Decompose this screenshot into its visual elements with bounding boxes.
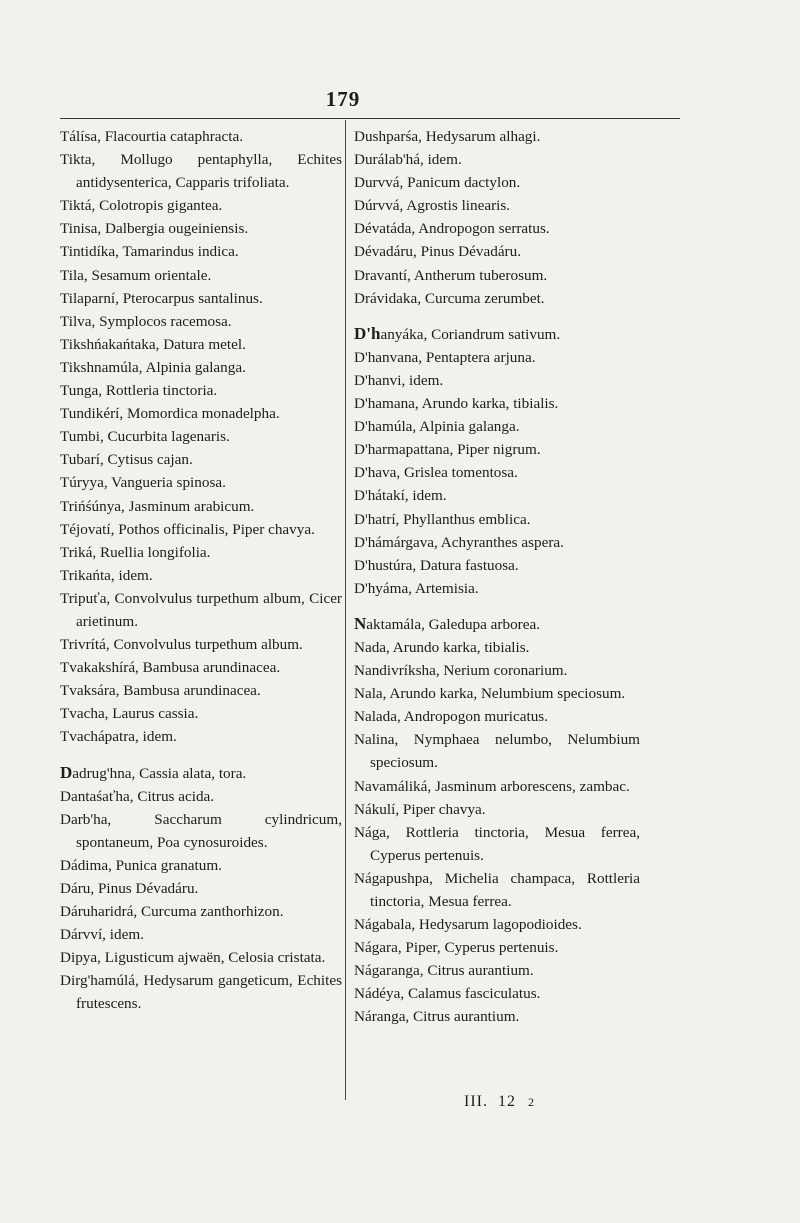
entry-text: D'hátakí, idem. [354, 487, 447, 505]
glossary-entry [60, 356, 342, 379]
entry-text: adrug'hna, Cassia alata, tora. [72, 764, 247, 782]
glossary-entry [60, 495, 342, 518]
glossary-entry [60, 679, 342, 702]
entry-text: Dévatáda, Andropogon serratus. [354, 220, 550, 238]
entry-text: Drávidaka, Curcuma zerumbet. [354, 289, 545, 307]
glossary-entry [354, 821, 640, 867]
glossary-entry [60, 379, 342, 402]
glossary-entry [354, 171, 640, 194]
entry-text: Túryya, Vangueria spinosa. [60, 474, 226, 492]
glossary-entry [354, 959, 640, 982]
entry-text: Tintidíka, Tamarindus indica. [60, 243, 239, 261]
signature-mark [464, 1093, 535, 1111]
glossary-entry [60, 946, 342, 969]
entry-text: D'hanvi, idem. [354, 371, 444, 389]
entry-text: Tilva, Symplocos racemosa. [60, 312, 232, 330]
entry-text: Dantaśaťha, Citrus acida. [60, 787, 215, 805]
glossary-entry [60, 725, 342, 748]
entry-text: Tinisa, Dalbergia ougeiniensis. [60, 220, 249, 238]
glossary-entry [60, 541, 342, 564]
entry-text: Tikshńakańtaka, Datura metel. [60, 335, 246, 353]
entry-text: Triká, Ruellia longifolia. [60, 543, 211, 561]
entry-text: Dáru, Pinus Dévadáru. [60, 880, 199, 897]
entry-text: Dárvví, idem. [60, 926, 144, 944]
entry-text: D'hustúra, Datura fastuosa. [354, 556, 519, 574]
glossary-entry [354, 125, 640, 148]
entry-text: D'hava, Grislea tomentosa. [354, 464, 518, 482]
entry-text: D'harmapattana, Piper nigrum. [354, 441, 541, 459]
glossary-entry [354, 264, 640, 287]
section-gap [354, 600, 640, 612]
entry-text: anyáka, Coriandrum sativum. [380, 325, 561, 343]
glossary-entry [354, 775, 640, 798]
entry-text: Dúrvvá, Agrostis linearis. [354, 197, 511, 215]
glossary-entry [60, 125, 342, 148]
entry-text: Téjovatí, Pothos officinalis, Piper chavya. [60, 520, 315, 538]
header-rule [60, 118, 680, 119]
glossary-entry [60, 287, 342, 310]
glossary-entry [60, 518, 342, 541]
entry-text: Tvaksára, Bambusa arundinacea. [60, 682, 261, 700]
entry-text: Dádima, Punica granatum. [60, 856, 222, 874]
entry-text: Navamáliká, Jasminum arborescens, zambac. [354, 777, 630, 795]
glossary-entry [60, 969, 342, 1015]
glossary-entry [60, 448, 342, 471]
entry-text: Trivrítá, Convolvulus turpethum album. [60, 636, 303, 654]
entry-text: Nákulí, Piper chavya. [354, 800, 486, 818]
glossary-entry [354, 531, 640, 554]
entry-text: D'hatrí, Phyllanthus emblica. [354, 510, 531, 528]
glossary-entry [60, 633, 342, 656]
signature-number: 12 [497, 1093, 516, 1110]
section-initial: D [60, 762, 73, 782]
glossary-entry [354, 728, 640, 774]
glossary-entry [60, 264, 342, 287]
glossary-entry [60, 402, 342, 425]
entry-text: Dushparśa, Hedysarum alhagi. [354, 128, 541, 145]
entry-text: Dipya, Ligusticum ajwaën, Celosia cristata. [60, 949, 326, 967]
entry-text: Tvakakshírá, Bambusa arundinacea. [60, 659, 281, 677]
entry-text: Nalina, Nymphaea nelumbo, Nelumbium speciosum. [354, 731, 640, 772]
entry-text: Tvachápatra, idem. [60, 728, 177, 746]
glossary-entry [354, 867, 640, 913]
entry-text: D'hamana, Arundo karka, tibialis. [354, 395, 559, 413]
glossary-entry [354, 438, 640, 461]
glossary-entry [60, 194, 342, 217]
entry-text: Tvacha, Laurus cassia. [60, 705, 199, 723]
glossary-entry [60, 425, 342, 448]
glossary-entry [60, 761, 342, 785]
glossary-entry [60, 240, 342, 263]
glossary-entry [354, 484, 640, 507]
entry-text: Nalada, Andropogon muricatus. [354, 708, 549, 726]
entry-text: Nágara, Piper, Cyperus pertenuis. [354, 939, 559, 957]
section-gap [60, 749, 342, 761]
glossary-entry [60, 310, 342, 333]
glossary-entry [60, 564, 342, 587]
glossary-entry [60, 923, 342, 946]
glossary-entry [354, 369, 640, 392]
glossary-entry [60, 471, 342, 494]
entry-text: Náranga, Citrus aurantium. [354, 1008, 520, 1026]
glossary-entry [60, 656, 342, 679]
entry-text: Nada, Arundo karka, tibialis. [354, 638, 530, 656]
glossary-entry [60, 854, 342, 877]
entry-text: Nágaranga, Citrus aurantium. [354, 962, 534, 980]
glossary-entry [354, 346, 640, 369]
glossary-entry [354, 936, 640, 959]
entry-text: Durvvá, Panicum dactylon. [354, 174, 521, 192]
glossary-entry [60, 333, 342, 356]
entry-text: Tila, Sesamum orientale. [60, 266, 212, 284]
glossary-entry [354, 1005, 640, 1028]
glossary-entry [60, 785, 342, 808]
entry-text: Tálísa, Flacourtia cataphracta. [60, 128, 243, 145]
entry-text: Tunga, Rottleria tinctoria. [60, 382, 218, 400]
entry-text: Nágapushpa, Michelia champaca, Rottleria tinctoria, Mesua ferrea. [354, 869, 640, 910]
entry-text: Darb'ha, Saccharum cylindricum, spontaneum, Poa cynosuroides. [60, 810, 342, 851]
glossary-entry [354, 194, 640, 217]
glossary-entry [354, 705, 640, 728]
page-number: 179 [325, 87, 361, 111]
entry-text: Tripuťa, Convolvulus turpethum album, Cicer arietinum. [60, 589, 342, 630]
entry-text: Tikshnamúla, Alpinia galanga. [60, 358, 246, 376]
glossary-entry [354, 508, 640, 531]
glossary-entry [60, 702, 342, 725]
glossary-entry [354, 798, 640, 821]
entry-text: Trikańta, idem. [60, 566, 153, 584]
entry-text: Dévadáru, Pinus Dévadáru. [354, 243, 522, 261]
glossary-entry [354, 461, 640, 484]
right-column [354, 125, 640, 1029]
entry-text: Tundikérí, Momordica monadelpha. [60, 405, 280, 423]
section-gap [354, 310, 640, 322]
glossary-entry [354, 554, 640, 577]
left-column [60, 125, 342, 1016]
glossary-entry [60, 808, 342, 854]
entry-text: D'hámárgava, Achyranthes aspera. [354, 533, 564, 551]
entry-text: aktamála, Galedupa arborea. [366, 615, 540, 633]
glossary-entry [354, 636, 640, 659]
glossary-entry [354, 392, 640, 415]
entry-text: Dáruharidrá, Curcuma zanthorhizon. [60, 903, 284, 921]
entry-text: Tubarí, Cytisus cajan. [60, 451, 193, 469]
entry-text: Dirg'hamúlá, Hedysarum gangeticum, Echites frutescens. [60, 972, 342, 1013]
glossary-entry [60, 900, 342, 923]
glossary-entry [354, 612, 640, 636]
entry-text: Nandivríksha, Nerium coronarium. [354, 662, 568, 680]
section-initial: N [354, 613, 367, 633]
glossary-entry [354, 659, 640, 682]
entry-text: Tiktá, Colotropis gigantea. [60, 197, 223, 215]
entry-text: Nágabala, Hedysarum lagopodioides. [354, 916, 582, 934]
entry-text: Nádéya, Calamus fasciculatus. [354, 985, 541, 1003]
entry-text: D'hanvana, Pentaptera arjuna. [354, 348, 536, 366]
section-initial: D'h [354, 323, 381, 343]
glossary-entry [354, 148, 640, 171]
glossary-entry [354, 322, 640, 346]
glossary-entry [354, 217, 640, 240]
glossary-entry [354, 982, 640, 1005]
glossary-entry [354, 415, 640, 438]
entry-text: Tumbi, Cucurbita lagenaris. [60, 428, 230, 446]
column-divider [345, 120, 346, 1100]
entry-text: Nága, Rottleria tinctoria, Mesua ferrea, Cyperus pertenuis. [354, 823, 640, 864]
entry-text: Dravantí, Antherum tuberosum. [354, 266, 548, 284]
glossary-entry [60, 217, 342, 240]
glossary-entry [60, 148, 342, 194]
glossary-entry [354, 682, 640, 705]
glossary-entry [354, 577, 640, 600]
entry-text: Tilaparní, Pterocarpus santalinus. [60, 289, 263, 307]
volume-numeral: III. [464, 1093, 488, 1110]
entry-text: Nala, Arundo karka, Nelumbium speciosum. [354, 685, 626, 703]
glossary-entry [60, 587, 342, 633]
glossary-entry [354, 287, 640, 310]
glossary-entry [354, 240, 640, 263]
entry-text: Trińśúnya, Jasminum arabicum. [60, 497, 255, 515]
entry-text: D'hyáma, Artemisia. [354, 579, 479, 597]
entry-text: Tikta, Mollugo pentaphylla, Echites antidysenterica, Capparis trifoliata. [60, 151, 342, 192]
glossary-entry [354, 913, 640, 936]
glossary-entry [60, 877, 342, 900]
folio-mark: 2 [527, 1095, 535, 1109]
entry-text: D'hamúla, Alpinia galanga. [354, 418, 520, 436]
entry-text: Durálab'há, idem. [354, 151, 462, 169]
